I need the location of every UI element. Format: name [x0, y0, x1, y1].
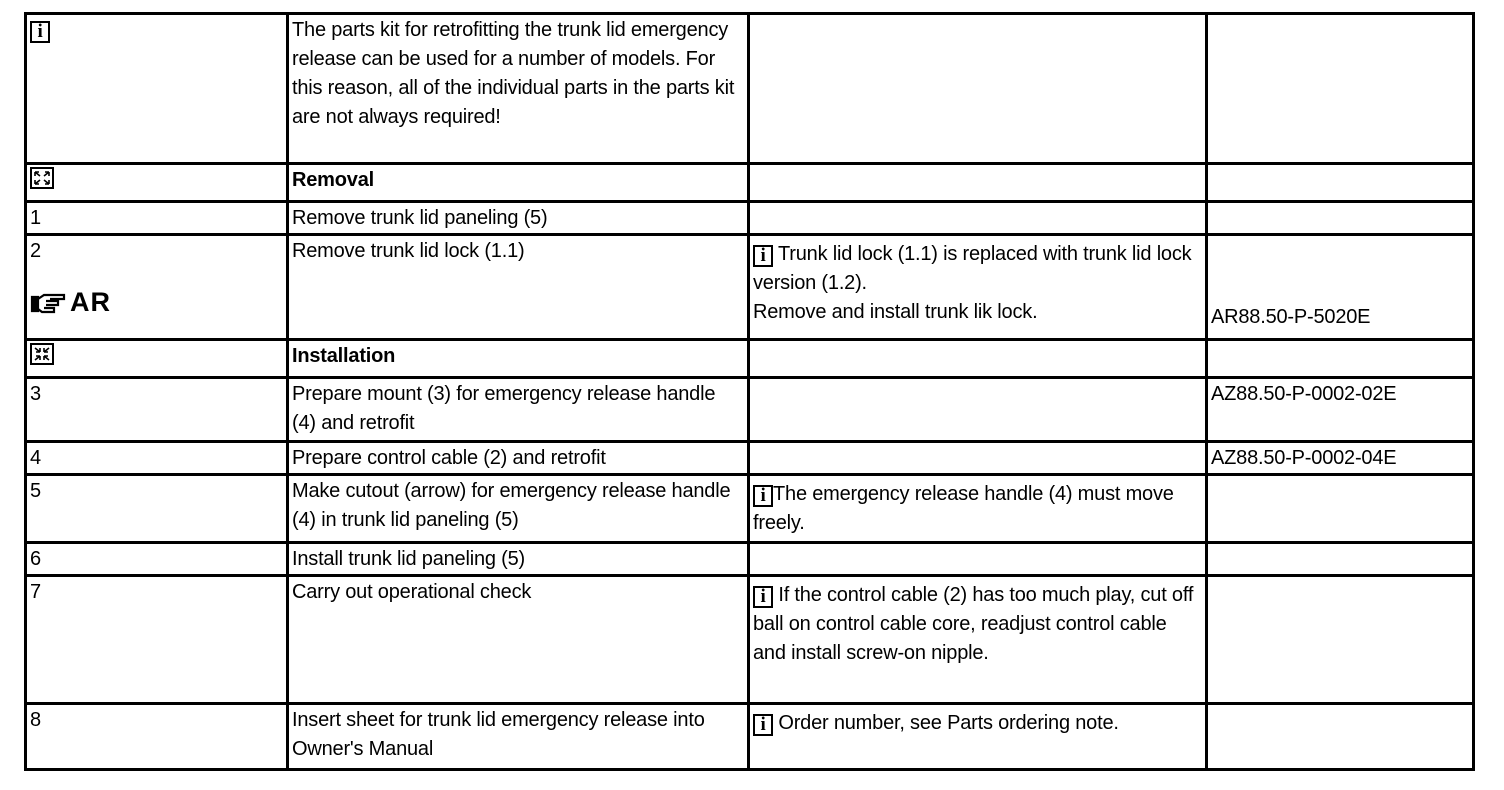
collapse-arrows-icon: [30, 343, 54, 365]
step-action: Remove trunk lid lock (1.1): [288, 235, 749, 340]
step-number: 8: [26, 704, 288, 770]
step-number: 1: [26, 202, 288, 235]
step-action: Insert sheet for trunk lid emergency release into Owner's Manual: [288, 704, 749, 770]
step-action: Carry out operational check: [288, 576, 749, 704]
step-note-line2: Remove and install trunk lik lock.: [753, 301, 1038, 323]
step-number: 6: [26, 543, 288, 576]
step-row: [26, 576, 1474, 704]
step-number: 2: [30, 240, 41, 262]
step-action: Remove trunk lid paneling (5): [288, 202, 749, 235]
info-icon: i: [753, 485, 773, 507]
step-row: [26, 235, 1474, 340]
section-removal-row: [26, 164, 1474, 202]
step-row: [26, 442, 1474, 475]
step-action: Make cutout (arrow) for emergency release handle (4) in trunk lid paneling (5): [288, 475, 749, 543]
step-row: [26, 543, 1474, 576]
step-number: 5: [26, 475, 288, 543]
note-icon-cell: [26, 14, 288, 164]
section-title-removal: Removal: [288, 164, 749, 202]
step-reference[interactable]: AZ88.50-P-0002-02E: [1207, 378, 1474, 442]
step-number: 7: [26, 576, 288, 704]
section-installation-row: [26, 340, 1474, 378]
note-text: The parts kit for retrofitting the trunk lid emergency release can be used for a number of models. For this reason, all of the individual parts in the parts kit are not always required!: [288, 14, 749, 164]
step-note: Trunk lid lock (1.1) is replaced with trunk lid lock version (1.2).: [753, 243, 1192, 294]
step-action: Install trunk lid paneling (5): [288, 543, 749, 576]
ar-link[interactable]: [30, 288, 283, 317]
step-note: The emergency release handle (4) must move freely.: [753, 483, 1174, 534]
step-row: [26, 704, 1474, 770]
step-reference[interactable]: AZ88.50-P-0002-04E: [1207, 442, 1474, 475]
info-icon: i: [753, 714, 773, 736]
section-title-installation: Installation: [288, 340, 749, 378]
info-icon: i: [30, 21, 50, 43]
info-icon: i: [753, 586, 773, 608]
expand-arrows-icon: [30, 167, 54, 189]
step-number: 4: [26, 442, 288, 475]
step-row: [26, 202, 1474, 235]
pointing-hand-icon: [30, 291, 66, 315]
step-row: [26, 475, 1474, 543]
step-reference[interactable]: AR88.50-P-5020E: [1211, 306, 1371, 328]
step-note: If the control cable (2) has too much play, cut off ball on control cable core, readjust control cable and install screw-on nipple.: [753, 584, 1194, 664]
step-number: 3: [26, 378, 288, 442]
step-action: Prepare control cable (2) and retrofit: [288, 442, 749, 475]
step-note: Order number, see Parts ordering note.: [778, 712, 1119, 734]
note-row: [26, 14, 1474, 164]
ar-link-label: AR: [70, 287, 111, 317]
info-icon: i: [753, 245, 773, 267]
procedure-table: [24, 12, 1475, 771]
step-action: Prepare mount (3) for emergency release handle (4) and retrofit: [288, 378, 749, 442]
step-row: [26, 378, 1474, 442]
